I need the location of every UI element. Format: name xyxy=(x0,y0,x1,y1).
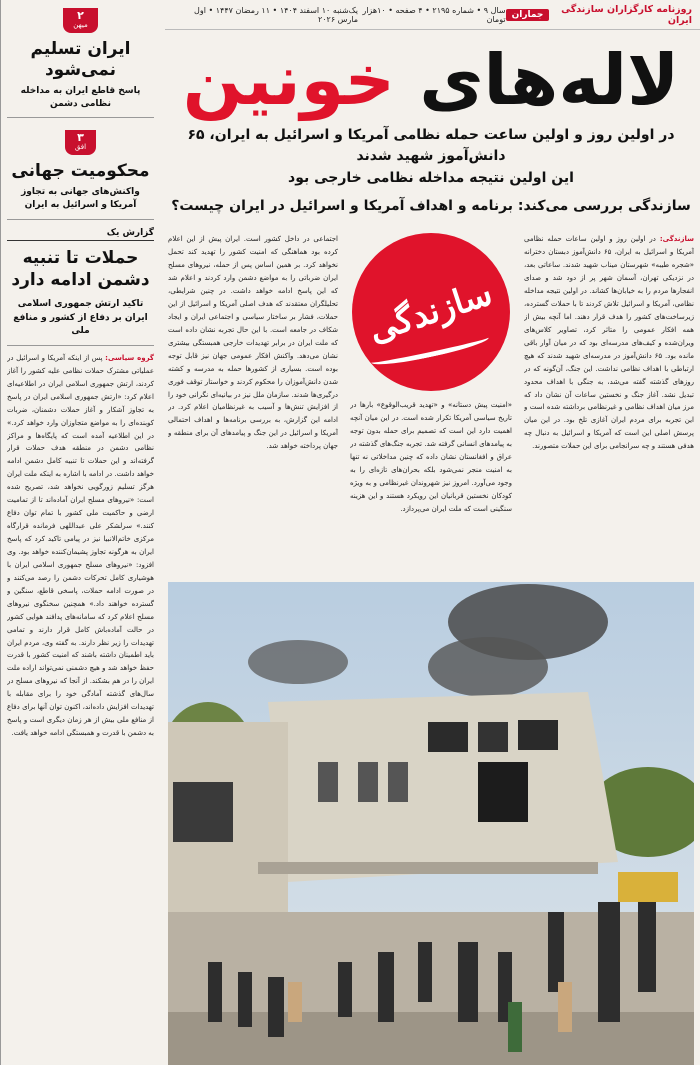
report-text: پس از اینکه آمریکا و اسرائیل در عملیاتی مشترک حملات نظامی علیه کشور را آغاز کردند، ارتش جمهوری اسلامی ایران در اطلاعیه‌ای اعلام کرد: «ارتش جمهوری اسلامی ایران در پاسخ به تجاوز آشکار و آغاز حملات دشمنان، ضربات کوبنده‌ای را به مواضع متجاوزان وارد خواهد کرد.» در این اطلاعیه آمده است که پایگاه‌ها و مراکز نظامی دشمن در منطقه هدف حملات قرار گرفته‌اند و این حملات تا تنبیه کامل دشمن ادامه خواهد داشت. در ادامه با اشاره به اینکه ملت ایران هرگز تسلیم زورگویی نخواهد شد، تصریح شده است: «نیروهای مسلح ایران آماده‌اند تا از تمامیت ارضی و حاکمیت ملی کشور با تمام توان دفاع کنند.» سرلشکر علی عبداللهی فرمانده قرارگاه مرکزی خاتم‌الانبیا نیز در پیامی تاکید کرد که پاسخ ایران به هرگونه تجاوز پشیمان‌کننده خواهد بود. وی افزود: «نیروهای مسلح جمهوری اسلامی ایران با هوشیاری کامل تحرکات دشمن را رصد می‌کنند و در صورت ادامه حملات، پاسخی قاطع، سنگین و گسترده خواهند داد.» همچنین سخنگوی نیروهای مسلح اعلام کرد که سامانه‌های پدافند هوایی کشور در حالت آماده‌باش کامل قرار دارند و تمامی تهدیدات را زیر نظر دارند. به گفته وی، مردم ایران باید اطمینان داشته باشند که امنیت کشور با قدرت حفظ خواهد شد و هیچ دشمنی نمی‌تواند اراده ملت ایران را در هم بشکند. از آنجا که نیروهای مسلح در سال‌های گذشته آمادگی خود را برای مقابله با تهدیدات افزایش داده‌اند، اکنون توان آنها برای دفاع از منافع ملی بیش از هر زمان دیگری است و پاسخ به دشمن با قدرت و همبستگی ادامه خواهد یافت. xyxy=(7,353,154,738)
issue-date: یک‌شنبه ۱۰ اسفند ۱۴۰۴ • ۱۱ رمضان ۱۴۴۷ • اول مارس ۲۰۲۶ xyxy=(194,5,359,24)
teaser-title: محکومیت جهانی xyxy=(11,161,150,182)
report-subtitle: تاکید ارتش جمهوری اسلامی ایران بر دفاع از کشور و منافع ملی xyxy=(7,298,154,346)
teaser-page-3[interactable] xyxy=(7,126,154,219)
damaged-school-photo xyxy=(168,582,694,1065)
column-left: اجتماعی در داخل کشور است. ایران پیش از این اعلام کرده بود هماهنگی که امنیت کشور را تهدید کند تحمل نخواهد کرد. بر همین اساس پس از حمله، نیروهای مسلح ایران ضرباتی را به مواضع دشمن وارد کردند و اعلام شد که این پاسخ ادامه خواهد داشت. در چنین شرایطی، تحلیلگران معتقدند که هدف اصلی آمریکا و اسرائیل از این حملات، فشار بر ساختار سیاسی و اجتماعی ایران و ایجاد شکاف در جامعه است. با این حال تجربه نشان داده است که ملت ایران در برابر تهدیدات خارجی همبستگی بیشتری نشان می‌دهد. واکنش افکار عمومی جهان نیز قابل توجه بوده است. بسیاری از کشورها حمله به مدرسه و کشته شدن دانش‌آموزان را محکوم کردند و خواستار توقف فوری درگیری‌ها شدند. سازمان ملل نیز در بیانیه‌ای نگرانی خود را از افزایش تنش‌ها و آسیب به غیرنظامیان اعلام کرد. در ادامه این گزارش، به بررسی برنامه‌ها و اهداف احتمالی آمریکا و اسرائیل در این جنگ و پیامدهای آن برای منطقه و جهان پرداخته خواهد شد. xyxy=(168,235,338,451)
main-story xyxy=(168,34,694,1062)
report-title[interactable]: حملات تا تنبیه دشمن ادامه دارد xyxy=(11,247,150,291)
brand-name: روزنامه کارگزاران سازندگی ایران xyxy=(561,3,692,26)
page-number: ۳ xyxy=(77,131,84,145)
teaser-subtitle: واکنش‌های جهانی به تجاوز آمریکا و اسرائیل به ایران xyxy=(21,187,140,211)
headline-red: خونین xyxy=(182,39,395,121)
headline-black: لاله‌های xyxy=(419,39,680,121)
teaser-title: ایران تسلیم نمی‌شود xyxy=(30,38,131,81)
masthead xyxy=(165,0,700,30)
page-section: میهن xyxy=(73,21,88,30)
story-columns xyxy=(168,233,694,543)
teaser-subtitle: پاسخ قاطع ایران به مداخله نظامی دشمن xyxy=(20,86,141,110)
logo-wordmark: سازندگی xyxy=(364,273,498,351)
column-right xyxy=(524,233,694,533)
report-kicker: گروه سیاسی: xyxy=(105,353,154,362)
column-center-text: «امنیت پیش دستانه» و «تهدید قریب‌الوقوع» بارها در تاریخ سیاسی آمریکا تکرار شده است. در این میان آنچه اهمیت دارد این است که تصمیم برای حمله بدون توجه به پیامدهای انسانی گرفته شد. تجربه جنگ‌های گذشته در عراق و افغانستان نشان داده که چنین مداخلاتی نه تنها به امنیت منجر نمی‌شود بلکه بحران‌های تازه‌ای را به وجود می‌آورد. امروز نیز شهروندان غیرنظامی و به ویژه کودکان نخستین قربانیان این رویکرد هستند و این هزینه سنگینی است که ملت ایران می‌پردازد. xyxy=(350,401,512,513)
page-section: افق xyxy=(74,143,87,152)
lede xyxy=(168,125,694,190)
report-label: گزارش یک xyxy=(7,228,154,241)
column-kicker: سازندگی: xyxy=(659,235,694,244)
page-number: ۲ xyxy=(77,9,84,22)
lede-line-2: این اولین نتیجه مداخله نظامی خارجی بود xyxy=(288,169,574,186)
logo-chip: جماران xyxy=(506,9,550,21)
teaser-page-2[interactable] xyxy=(7,4,154,118)
column-right-text: در اولین روز و اولین ساعات حمله نظامی آمریکا و اسرائیل به ایران، ۶۵ دانش‌آموز دبستان دخترانه «شجره طیبه» شهرستان میناب شهید شدند. ساعاتی بعد، در نزدیکی تهران، آسمان شهر پر از دود شد و صدای انفجارها مردم را به خیابان‌ها کشاند. در اولین نتیجه مداخله نظامی، آمریکا و اسرائیل تلاش کردند تا با حملات گسترده، زیرساخت‌های کشور را هدف قرار دهند. اما آنچه بیش از همه افکار عمومی را متاثر کرد، تصاویر کلاس‌های ویران‌شده و کیف‌های مدرسه‌ای بود که در میان آوار باقی مانده بود. ۶۵ دانش‌آموز در مدرسه‌ای شهید شدند که هیچ ارتباطی با اهداف نظامی نداشت. این جنگ، آن‌گونه که در روزهای گذشته گفته می‌شد، به جنگی با اهداف محدود تبدیل نشد. آغاز جنگ و نخستین ساعات آن نشان داد که مرز میان اهداف نظامی و غیرنظامی برداشته شده است و این تجربه برای مردم ایران آغازی تلخ بود. در این میان پرسش اصلی این است که آمریکا و اسرائیل به دنبال چه هدفی هستند و چه سرانجامی برای این حملات متصورند. xyxy=(524,235,694,451)
page-badge xyxy=(63,8,97,33)
brand-block xyxy=(506,4,692,26)
page-badge xyxy=(65,130,96,155)
issue-info: سال ۹ • شماره ۲۱۹۵ • ۴ صفحه • ۱۰هزار تومان xyxy=(362,5,506,24)
lead-photo xyxy=(168,582,694,1065)
sazandegi-logo-icon xyxy=(352,233,510,391)
lede-secondary: سازندگی بررسی می‌کند: برنامه و اهداف آمریکا و اسرائیل در ایران چیست؟ xyxy=(171,197,691,214)
main-headline xyxy=(168,40,694,121)
sidebar xyxy=(0,0,160,1065)
lede-line-1: در اولین روز و اولین ساعت حمله نظامی آمریکا و اسرائیل به ایران، ۶۵ دانش‌آموز شهید شدند xyxy=(187,126,675,165)
report-body xyxy=(7,352,154,1065)
column-center xyxy=(350,233,512,539)
